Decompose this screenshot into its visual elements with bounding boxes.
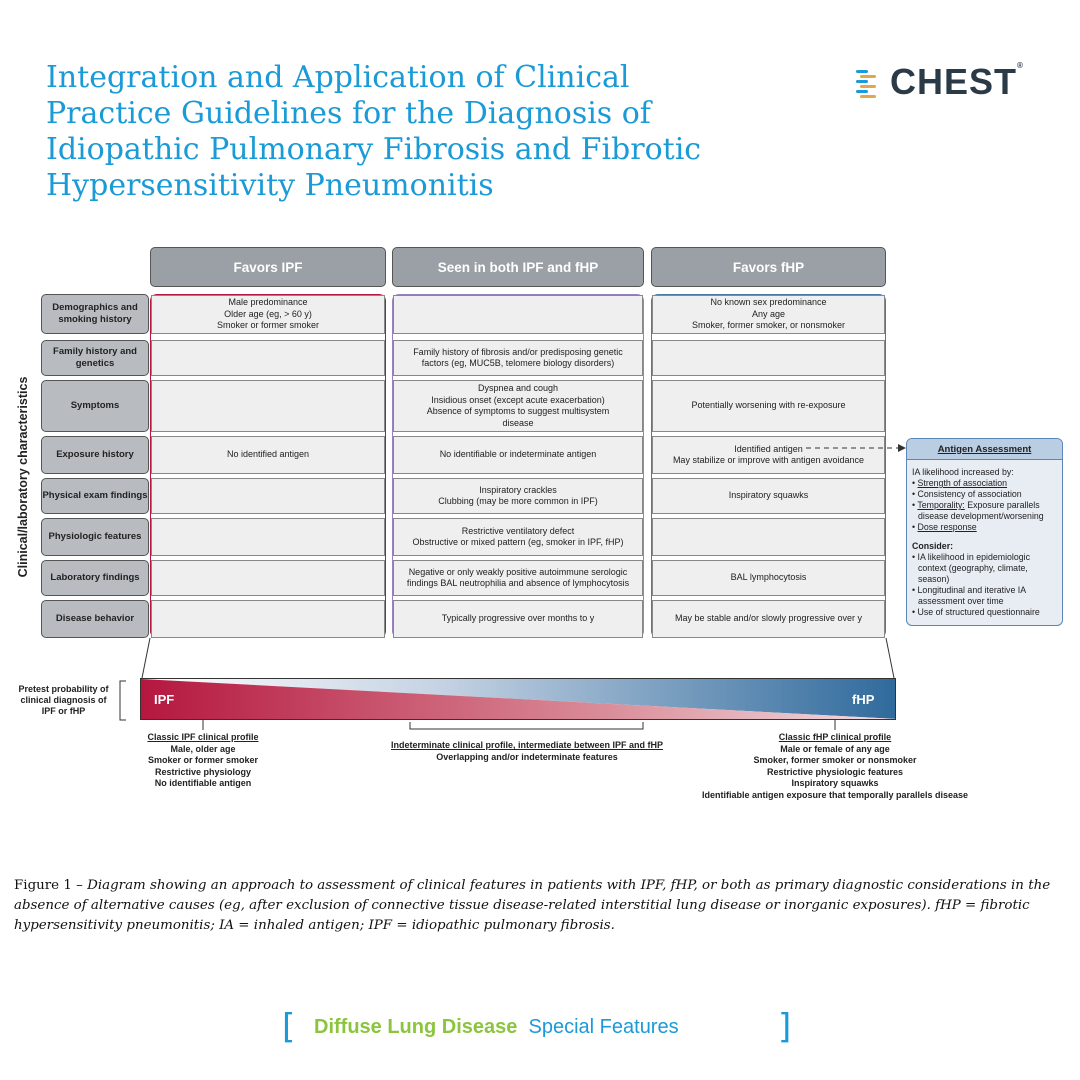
cell-text: Potentially worsening with re-exposure (691, 400, 846, 411)
antigen-consider-item: • Use of structured questionnaire (912, 607, 1040, 617)
row-label: Laboratory findings (41, 560, 149, 596)
cell-text: Insidious onset (except acute exacerbation) (431, 394, 605, 405)
cell-text: Dyspnea and cough (477, 383, 559, 393)
section-footer (282, 1007, 792, 1047)
title-line: Hypersensitivity Pneumonitis (46, 168, 494, 203)
funnel-lines (0, 636, 1080, 682)
cell-text: Smoker or former smoker (216, 320, 320, 331)
cell-both (393, 600, 643, 638)
cell-text: Any age (751, 308, 786, 319)
cell-ipf (151, 518, 385, 556)
bar-label-fhp: fHP (852, 692, 875, 707)
cell-text: disease (502, 417, 534, 428)
cell-both (393, 560, 643, 596)
cell-fhp (652, 518, 885, 556)
bar-label-ipf: IPF (154, 692, 175, 707)
row-label: Physical exam findings (41, 478, 149, 514)
cell-ipf (151, 340, 385, 376)
cell-text: No identifiable or indeterminate antigen (439, 449, 597, 460)
cell-both (393, 478, 643, 514)
title-line: Integration and Application of Clinical (46, 60, 630, 95)
chest-logo (856, 62, 1024, 102)
antigen-item: • Strength of association (912, 478, 1008, 488)
cell-text: Older age (eg, > 60 y) (224, 308, 312, 319)
probability-gradient-bar (140, 678, 896, 720)
antigen-item: • Temporality: Exposure parallels disease development/worsening (912, 500, 1044, 521)
antigen-item: • Consistency of association (912, 489, 1022, 499)
row-label: Family history and genetics (41, 340, 149, 376)
cell-text: May stabilize or improve with antigen avoidance (672, 455, 865, 465)
cell-text: findings BAL neutrophilia and absence of lymphocytosis (406, 578, 630, 588)
cell-text: May be stable and/or slowly progressive over y (674, 613, 863, 624)
cell-text: factors (eg, MUC5B, telomere biology disorders) (421, 358, 615, 368)
cell-fhp (652, 478, 885, 514)
pretest-bracket (116, 680, 128, 722)
cell-text: Negative or only weakly positive autoimmune serologic (408, 566, 628, 577)
cell-fhp (652, 340, 885, 376)
cell-both (393, 518, 643, 556)
footer-bracket-left: [ (282, 1007, 296, 1047)
cell-fhp (652, 380, 885, 432)
cell-text: Smoker, former smoker, or nonsmoker (691, 320, 846, 331)
antigen-consider-title: Consider: (912, 541, 954, 551)
cell-text: Restrictive ventilatory defect (461, 525, 575, 536)
cell-text: Male predominance (228, 297, 308, 308)
column-header-fhp: Favors fHP (651, 247, 886, 287)
antigen-consider-item: • Longitudinal and iterative IA assessment over time (912, 585, 1026, 606)
cell-text: Typically progressive over months to y (441, 613, 595, 624)
cell-ipf (151, 295, 385, 334)
title-line: Practice Guidelines for the Diagnosis of (46, 96, 651, 131)
cell-text: BAL lymphocytosis (730, 572, 807, 583)
title-line: Idiopathic Pulmonary Fibrosis and Fibrotic (46, 132, 702, 167)
cell-both (393, 380, 643, 432)
antigen-item: • Dose response (912, 522, 977, 532)
figure-title (46, 60, 726, 204)
cell-ipf (151, 600, 385, 638)
footer-topic: Diffuse Lung Disease (314, 1016, 518, 1038)
footer-bracket-right: ] (778, 1007, 792, 1047)
cell-both (393, 295, 643, 334)
row-label: Demographics and smoking history (41, 294, 149, 334)
cell-both (393, 340, 643, 376)
cell-text: No known sex predominance (710, 297, 827, 308)
row-label: Physiologic features (41, 518, 149, 556)
cell-fhp (652, 560, 885, 596)
profile-fhp: Classic fHP clinical profile Male or female of any age Smoker, former smoker or nonsmoker Restrictive physiologic features Inspiratory squawks Identifiable antigen exposure that temporally parallels disease (701, 732, 969, 800)
cell-fhp (652, 295, 885, 334)
antigen-consider-item: • IA likelihood in epidemiologic context (geography, climate, season) (912, 552, 1031, 584)
row-label: Symptoms (41, 380, 149, 432)
antigen-intro: IA likelihood increased by: (912, 467, 1014, 477)
cell-text: Absence of symptoms to suggest multisystem (426, 406, 610, 416)
row-label: Disease behavior (41, 600, 149, 638)
chest-logo-icon (856, 66, 884, 98)
cell-text: Obstructive or mixed pattern (eg, smoker in IPF, fHP) (412, 537, 624, 547)
profile-ipf: Classic IPF clinical profile Male, older age Smoker or former smoker Restrictive physiology No identifiable antigen (147, 732, 259, 788)
antigen-assessment-title: Antigen Assessment (907, 439, 1062, 460)
column-header-ipf: Favors IPF (150, 247, 386, 287)
vertical-axis-label (13, 376, 33, 578)
figure-caption (14, 876, 1074, 936)
footer-section: Special Features (528, 1016, 679, 1038)
cell-text: Clubbing (may be more common in IPF) (438, 496, 598, 506)
cell-ipf (151, 560, 385, 596)
cell-fhp (652, 600, 885, 638)
profile-indeterminate: Indeterminate clinical profile, intermediate between IPF and fHP Overlapping and/or indeterminate features (390, 740, 664, 762)
caption-lead: Figure 1 – (14, 878, 88, 893)
cell-text: No identified antigen (226, 449, 310, 460)
cell-ipf (151, 380, 385, 432)
caption-body: Diagram showing an approach to assessment of clinical features in patients with IPF, fHP, or both as primary diagnostic considerations in the absence of alternative causes (eg, after exclusion of connective tissue disease-related interstitial lung disease or inorganic exposures). fHP = fibrotic hypersensitivity pneumonitis; IA = inhaled antigen; IPF = idiopathic pulmonary fibrosis. (14, 878, 1051, 933)
pretest-probability-label: Pretest probability of clinical diagnosis of IPF or fHP (18, 684, 109, 716)
cell-text: Identified antigen (734, 443, 803, 454)
cell-text: Inspiratory squawks (728, 490, 809, 501)
column-header-both: Seen in both IPF and fHP (392, 247, 644, 287)
antigen-arrow (800, 440, 910, 460)
vertical-axis-label-text: Clinical/laboratory characteristics (16, 376, 30, 578)
chest-logo-text: CHEST® (890, 61, 1024, 102)
row-label: Exposure history (41, 436, 149, 474)
cell-text: Family history of fibrosis and/or predisposing genetic (413, 346, 623, 357)
cell-text: Inspiratory crackles (479, 484, 557, 495)
cell-ipf (151, 436, 385, 474)
cell-ipf (151, 478, 385, 514)
antigen-assessment-box (906, 438, 1063, 626)
cell-both (393, 436, 643, 474)
